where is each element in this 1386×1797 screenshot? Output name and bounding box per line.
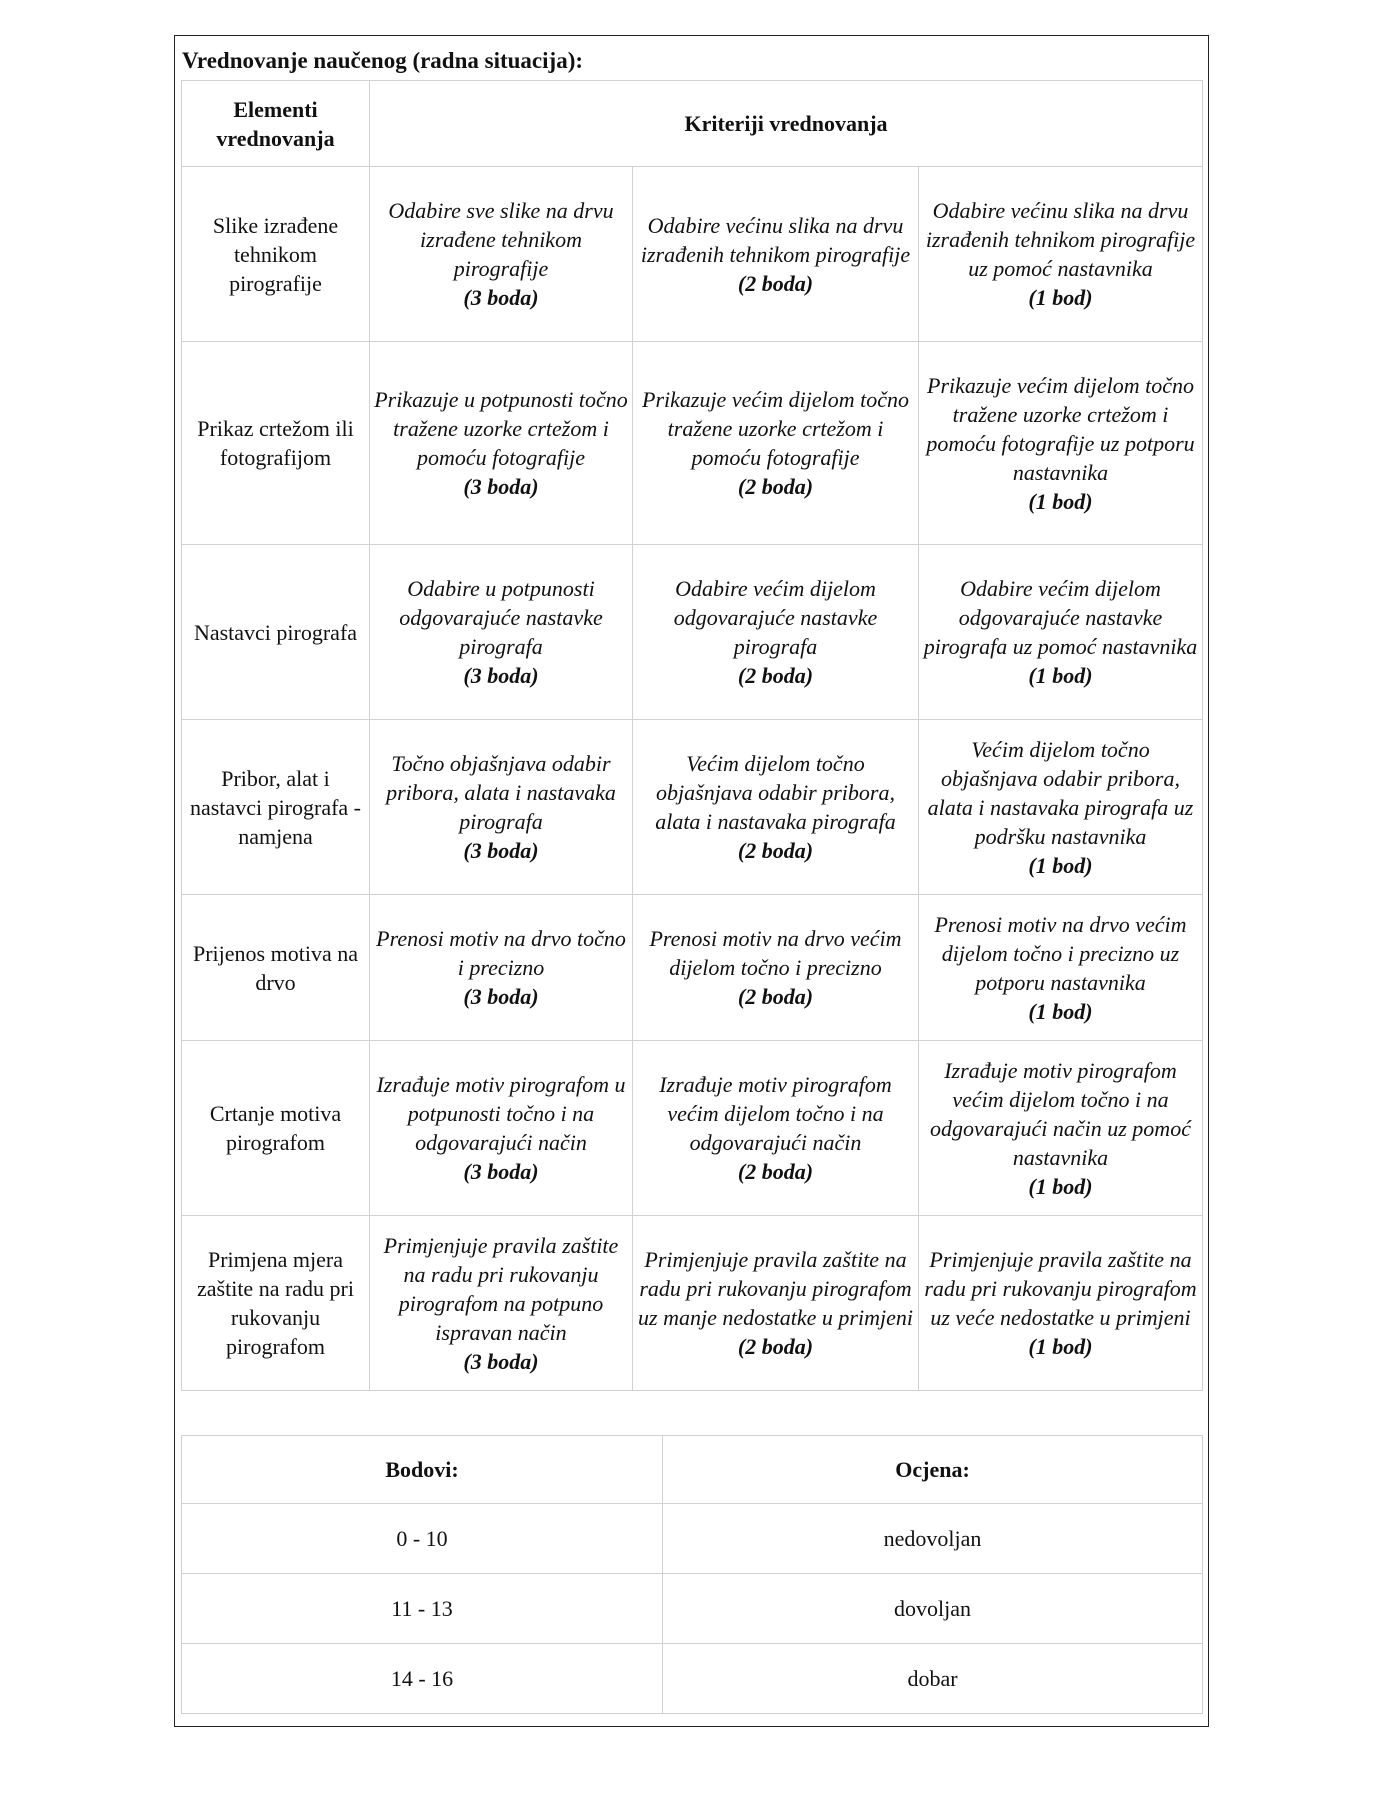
criterion-cell [633,342,919,545]
criterion-text: Točno objašnjava odabir pribora, alata i nastavaka pirografa [386,751,616,834]
criterion-points: (1 bod) [1028,663,1093,688]
criterion-points: (2 boda) [737,1159,814,1184]
criterion-text: Odabire većinu slika na drvu izrađenih tehnikom pirografije [640,212,911,267]
criterion-cell [633,167,919,342]
criterion-text: Odabire u potpunosti odgovarajuće nastavke pirografa [399,576,603,659]
criterion-cell [633,1216,919,1391]
criterion-cell [370,342,633,545]
criterion-points: (3 boda) [463,984,539,1009]
criterion-text: Prikazuje većim dijelom točno tražene uzorke crtežom i pomoću fotografije uz potporu nastavnika [926,372,1195,485]
criterion-points: (2 boda) [737,270,814,296]
element-cell: Primjena mjera zaštite na radu pri rukovanju pirografom [182,1216,370,1391]
criterion-text: Izrađuje motiv pirografom većim dijelom točno i na odgovarajući način uz pomoć nastavnika [930,1057,1191,1170]
evaluation-table [181,80,1203,1391]
criterion-text: Primjenjuje pravila zaštite na radu pri rukovanju pirografom uz veće nedostatke u primjeni [924,1247,1197,1330]
criterion-points: (1 bod) [1028,1173,1093,1199]
criterion-points: (1 bod) [1028,998,1093,1024]
points-range-cell: 11 - 13 [182,1574,663,1644]
criterion-points: (3 boda) [463,1159,539,1184]
criterion-points: (2 boda) [737,663,814,688]
criterion-points: (2 boda) [737,984,814,1009]
criterion-points: (2 boda) [737,1334,814,1359]
criterion-text: Odabire većinu slika na drvu izrađenih tehnikom pirografije uz pomoć nastavnika [925,198,1196,281]
criterion-cell [919,545,1203,720]
element-cell: Crtanje motiva pirografom [182,1041,370,1216]
criterion-cell [370,895,633,1041]
criterion-text: Većim dijelom točno objašnjava odabir pribora, alata i nastavaka pirografa [655,751,896,834]
criterion-cell [370,720,633,895]
criterion-points: (3 boda) [463,1348,539,1374]
grade-header-row [182,1436,1203,1504]
criterion-cell [919,895,1203,1041]
points-range-cell: 0 - 10 [182,1504,663,1574]
grade-table [181,1435,1203,1714]
grade-cell: nedovoljan [663,1504,1203,1574]
criterion-points: (1 bod) [1028,1334,1093,1359]
criterion-points: (1 bod) [1028,488,1093,514]
criterion-text: Primjenjuje pravila zaštite na radu pri rukovanju pirografom na potpuno ispravan način [383,1232,619,1345]
criterion-text: Prenosi motiv na drvo točno i precizno [376,926,626,980]
table-row [182,545,1203,720]
criterion-cell [370,1041,633,1216]
table-row [182,1216,1203,1391]
criterion-cell [370,1216,633,1391]
criterion-text: Većim dijelom točno objašnjava odabir pribora, alata i nastavaka pirografa uz podršku nastavnika [927,736,1194,849]
criterion-points: (3 boda) [463,285,539,310]
criterion-cell [919,342,1203,545]
criterion-text: Prenosi motiv na drvo većim dijelom točno i precizno [649,926,902,980]
criterion-text: Odabire većim dijelom odgovarajuće nastavke pirografa [673,576,878,659]
table-header-row [182,81,1203,167]
criterion-cell [919,720,1203,895]
table-row [182,167,1203,342]
criterion-points: (1 bod) [1028,852,1093,878]
criterion-cell [370,167,633,342]
grade-row [182,1504,1203,1574]
criterion-cell [919,1041,1203,1216]
element-cell: Nastavci pirografa [182,545,370,720]
criterion-points: (1 bod) [1028,285,1093,310]
criterion-text: Prikazuje većim dijelom točno tražene uzorke crtežom i pomoću fotografije [642,387,909,470]
criterion-cell [633,1041,919,1216]
criterion-cell [633,720,919,895]
table-row [182,1041,1203,1216]
criterion-cell [919,1216,1203,1391]
page-title: Vrednovanje naučenog (radna situacija): [182,48,584,73]
header-grade: Ocjena: [663,1436,1203,1504]
criterion-cell [633,895,919,1041]
header-elements: Elementi vrednovanja [182,81,370,167]
criterion-points: (2 boda) [737,838,814,863]
criterion-cell [633,545,919,720]
criterion-text: Prenosi motiv na drvo većim dijelom točno i precizno uz potporu nastavnika [934,911,1187,995]
criterion-points: (3 boda) [463,663,539,688]
element-cell: Prikaz crtežom ili fotografijom [182,342,370,545]
element-cell: Pribor, alat i nastavci pirografa - namjena [182,720,370,895]
header-points: Bodovi: [182,1436,663,1504]
header-criteria: Kriteriji vrednovanja [370,81,1203,167]
points-range-cell: 14 - 16 [182,1644,663,1714]
criterion-points: (3 boda) [463,474,539,499]
criterion-text: Prikazuje u potpunosti točno tražene uzorke crtežom i pomoću fotografije [374,387,628,470]
criterion-text: Izrađuje motiv pirografom većim dijelom točno i na odgovarajući način [659,1072,892,1155]
criterion-cell [919,167,1203,342]
criterion-text: Odabire sve slike na drvu izrađene tehnikom pirografije [388,198,614,281]
criterion-text: Odabire većim dijelom odgovarajuće nastavke pirografa uz pomoć nastavnika [923,576,1198,659]
table-row [182,895,1203,1041]
criterion-cell [370,545,633,720]
grade-cell: dobar [663,1644,1203,1714]
table-row [182,342,1203,545]
table-row [182,720,1203,895]
criterion-text: Primjenjuje pravila zaštite na radu pri rukovanju pirografom uz manje nedostatke u primjeni [638,1247,913,1330]
criterion-points: (3 boda) [463,838,539,863]
grade-row [182,1644,1203,1714]
criterion-text: Izrađuje motiv pirografom u potpunosti točno i na odgovarajući način [376,1072,626,1155]
grade-row [182,1574,1203,1644]
element-cell: Slike izrađene tehnikom pirografije [182,167,370,342]
grade-cell: dovoljan [663,1574,1203,1644]
element-cell: Prijenos motiva na drvo [182,895,370,1041]
criterion-points: (2 boda) [737,474,814,499]
